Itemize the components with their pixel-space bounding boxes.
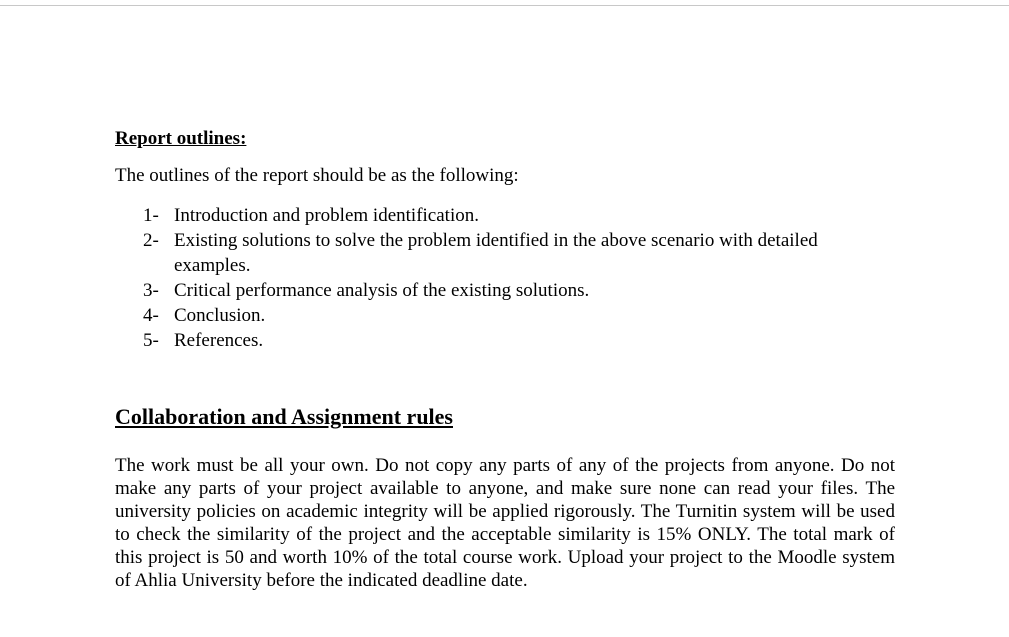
- report-outlines-intro: The outlines of the report should be as the following:: [115, 165, 519, 186]
- outline-item-number: 4-: [143, 305, 159, 326]
- outline-item-number: 2-: [143, 230, 159, 251]
- report-outlines-list: [115, 203, 875, 353]
- outline-item-introduction: [115, 203, 875, 228]
- outline-item-text: Conclusion.: [174, 305, 266, 326]
- outline-item-text: Introduction and problem identification.: [174, 205, 479, 226]
- outline-item-text: Existing solutions to solve the problem identified in the above scenario with detailed examples.: [174, 230, 818, 276]
- outline-item-references: [115, 328, 875, 353]
- outline-item-existing-solutions: [115, 228, 875, 278]
- outline-item-performance-analysis: [115, 278, 875, 303]
- outline-item-text: References.: [174, 330, 264, 351]
- collaboration-rules-heading: Collaboration and Assignment rules: [115, 404, 453, 429]
- page-top-border: [0, 5, 1009, 6]
- report-outlines-heading: Report outlines:: [115, 128, 247, 149]
- outline-item-conclusion: [115, 303, 875, 328]
- outline-item-number: 3-: [143, 280, 159, 301]
- collaboration-rules-paragraph: The work must be all your own. Do not copy any parts of any of the projects from anyone. Do not make any parts of your project available to anyone, and make sure none can read your files. The university policies on academic integrity will be applied rigorously. The Turnitin system will be used to check the similarity of the project and the acceptable similarity is 15% ONLY. The total mark of this project is 50 and worth 10% of the total course work. Upload your project to the Moodle system of Ahlia University before the indicated deadline date.: [115, 455, 895, 591]
- outline-item-text: Critical performance analysis of the existing solutions.: [174, 280, 590, 301]
- outline-item-number: 5-: [143, 330, 159, 351]
- outline-item-number: 1-: [143, 205, 159, 226]
